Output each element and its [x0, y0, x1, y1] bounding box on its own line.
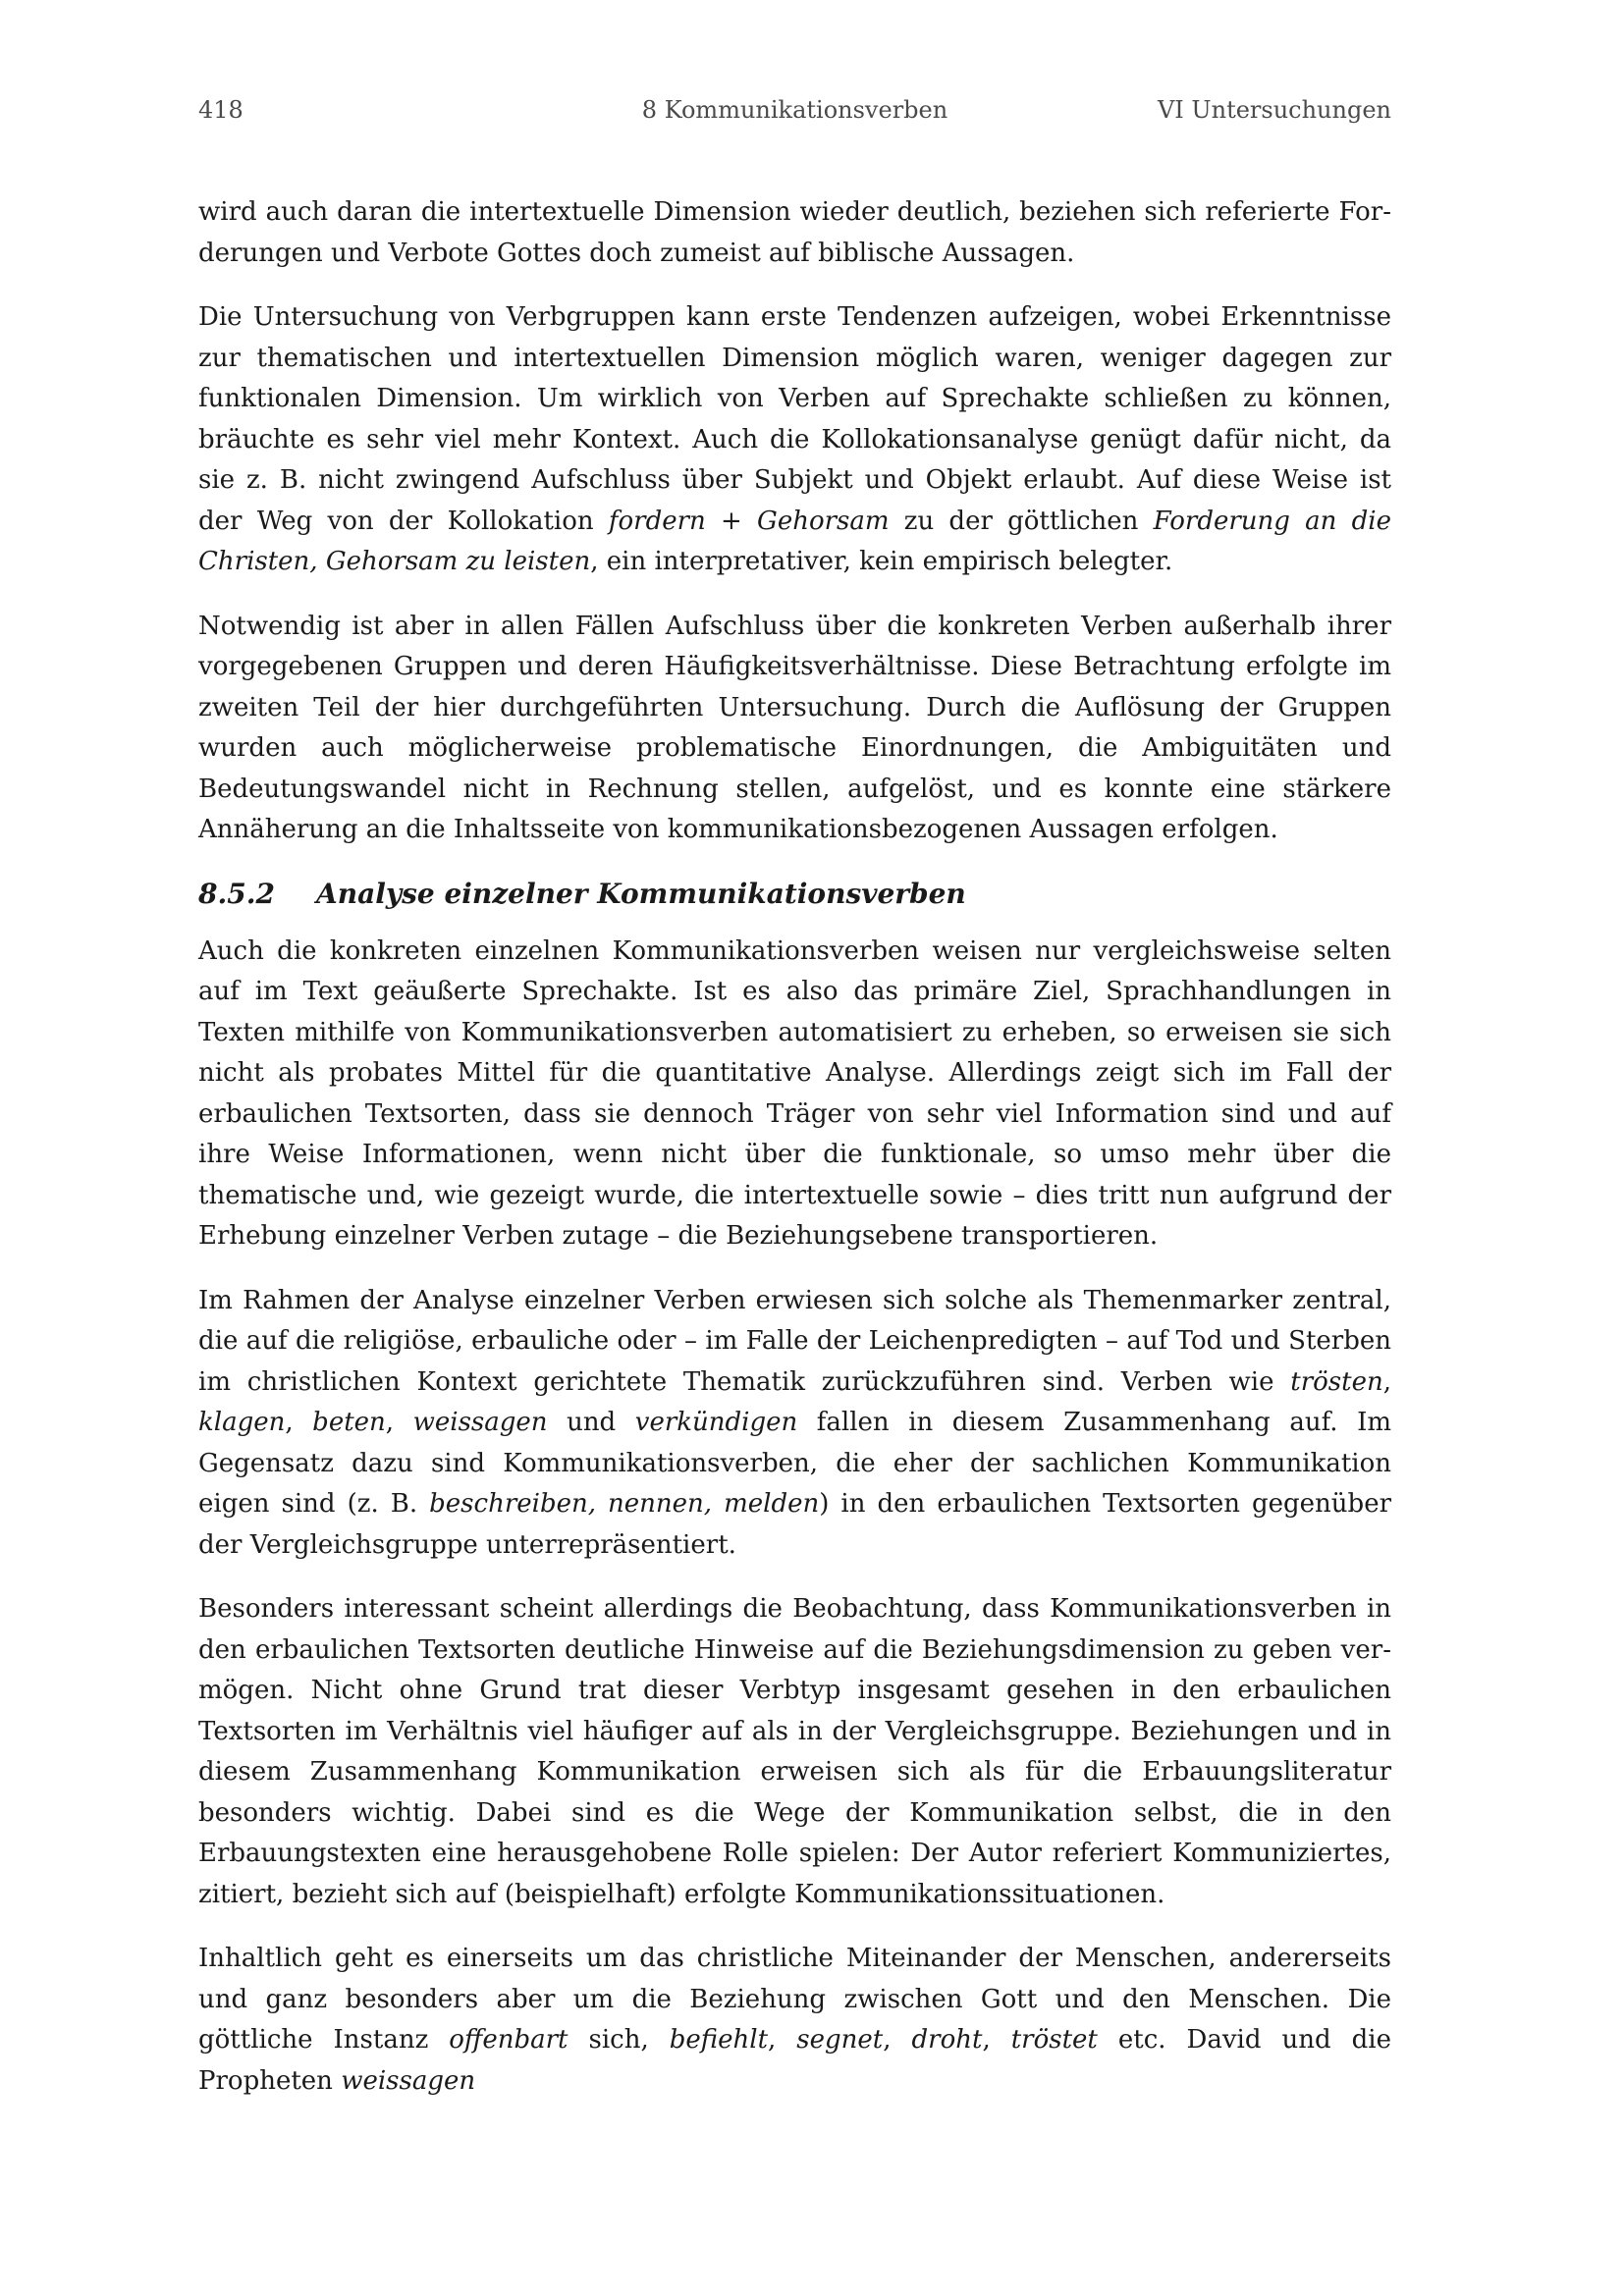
- text-run: wird auch daran die intertextuelle Dimension wieder deutlich, beziehen sich referierte Forderungen und Verbote Gottes doch zumeist auf biblische Aussagen.: [198, 197, 1391, 268]
- running-head: [198, 96, 1391, 132]
- page-number: 418: [198, 96, 244, 124]
- text-run: etc. David und die Propheten: [198, 2025, 1391, 2096]
- italic-term: trösten: [1290, 1366, 1383, 1397]
- italic-term: Forderung an die Christen, Gehorsam zu leisten: [198, 506, 1391, 576]
- text-run: ,: [285, 1408, 313, 1437]
- text-run: Die Untersuchung von Verbgruppen kann erste Tendenzen aufzeigen, wobei Erkenntnisse zur thematischen und intertextuellen Dimension möglich waren, weniger dagegen zur funktionalen Dimension. Um wirklich von Verben auf Sprechakte schließen zu können, bräuchte es sehr viel mehr Kontext. Auch die Kollokationsanalyse genügt dafür nicht, da sie z. B. nicht zwingend Aufschluss über Subjekt und Objekt erlaubt. Auf diese Weise ist der Weg von der Kollokation: [198, 302, 1391, 536]
- text-run: Notwendig ist aber in allen Fällen Aufschluss über die konkreten Verben außerhalb ihrer vorgegebenen Gruppen und deren Häufigkeitsverhältnisse. Diese Betrachtung erfolgte im zweiten Teil der hier durchgeführten Untersuchung. Durch die Auflösung der Gruppen wurden auch möglicherweise problematische Einordnungen, die Ambiguitäten und Bedeutungswandel nicht in Rechnung stellen, aufgelöst, und es konnte eine stärkere Annäherung an die Inhaltsseite von kommunikationsbezogenen Aussagen erfolgen.: [198, 611, 1391, 844]
- italic-term: fordern: [608, 506, 706, 536]
- text-run: und: [547, 1408, 635, 1437]
- paragraph: [198, 192, 1391, 274]
- italic-term: weissagen: [341, 2065, 476, 2096]
- text-run: ,: [768, 2025, 797, 2055]
- italic-term: beschreiben, nennen, melden: [429, 1489, 820, 1519]
- text-run: ,: [982, 2025, 1011, 2055]
- text-run: Inhaltlich geht es einerseits um das christliche Miteinander der Menschen, andererseits und ganz besonders aber um die Beziehung zwischen Gott und den Menschen. Die göttliche Instanz: [198, 1944, 1391, 2055]
- italic-term: verkündigen: [634, 1408, 798, 1437]
- section-title: Analyse einzelner Kommunikationsverben: [316, 877, 966, 910]
- text-run: Besonders interessant scheint allerdings die Beobachtung, dass Kommunikationsverben in den erbaulichen Textsorten deutliche Hinweise auf die Beziehungsdimension zu geben vermögen. Nicht ohne Grund trat dieser Verbtyp insgesamt gesehen in den erbaulichen Textsorten im Verhältnis viel häufiger auf als in der Vergleichsgruppe. Beziehungen und in diesem Zusammenhang Kommunikation erweisen sich als für die Erbauungsliteratur besonders wichtig. Dabei sind es die Wege der Kommunikation selbst, die in den Erbauungstexten eine herausgehobene Rolle spielen: Der Autor referiert Kommuniziertes, zitiert, bezieht sich auf (beispielhaft) erfolgte Kommunikationssituationen.: [198, 1594, 1391, 1909]
- paragraph: [198, 607, 1391, 851]
- paragraph: [198, 297, 1391, 583]
- paragraph: [198, 1281, 1391, 1567]
- section-heading: [198, 875, 1391, 914]
- text-run: ,: [1382, 1366, 1391, 1397]
- text-run: ,: [883, 2025, 912, 2055]
- italic-term: befiehlt: [669, 2025, 769, 2055]
- text-run: ) in den erbaulichen Textsorten gegenüber der Vergleichsgruppe unterrepräsentiert.: [198, 1489, 1392, 1560]
- italic-term: tröstet: [1010, 2025, 1098, 2055]
- italic-term: weissagen: [412, 1408, 548, 1437]
- text-run: , ein interpretativer, kein empirisch belegter.: [590, 547, 1173, 576]
- text-run: Auch die konkreten einzelnen Kommunikationsverben weisen nur vergleichsweise selten auf im Text geäußerte Sprechakte. Ist es also das primäre Ziel, Sprachhandlungen in Texten mithilfe von Kommunikationsverben automatisiert zu erheben, so erweisen sie sich nicht als probates Mittel für die quantitative Analyse. Allerdings zeigt sich im Fall der erbaulichen Textsorten, dass sie dennoch Träger von sehr viel Information sind und auf ihre Weise Informationen, wenn nicht über die funktionale, so umso mehr über die thematische und, wie gezeigt wurde, die intertextuelle sowie – dies tritt nun aufgrund der Erhebung einzelner Verben zutage – die Beziehungsebene transportieren.: [198, 935, 1391, 1251]
- section-number: 8.5.2: [198, 877, 275, 910]
- chapter-title: 8 Kommunikationsverben: [641, 96, 948, 124]
- italic-term: droht: [911, 2025, 983, 2055]
- text-run: +: [705, 506, 758, 536]
- italic-term: segnet: [796, 2025, 884, 2055]
- part-title: VI Untersuchungen: [1157, 96, 1391, 124]
- text-run: fallen in diesem Zusammenhang auf. Im Gegensatz dazu sind Kommunikationsverben, die eher der sachlichen Kommunikation eigen sind (z. B.: [198, 1408, 1392, 1519]
- paragraph: [198, 1589, 1391, 1915]
- body-text: [198, 192, 1391, 2125]
- text-run: ,: [385, 1408, 413, 1437]
- text-run: Im Rahmen der Analyse einzelner Verben erwiesen sich solche als Themenmarker zentral, die auf die religiöse, erbauliche oder – im Falle der Leichenpredigten – auf Tod und Sterben im christlichen Kontext gerichtete Thematik zurückzuführen sind. Verben wie: [198, 1285, 1391, 1397]
- paragraph: [198, 1939, 1391, 2102]
- paragraph: [198, 932, 1391, 1257]
- text-run: zu der göttlichen: [889, 506, 1154, 536]
- italic-term: Gehorsam: [757, 506, 890, 536]
- text-run: sich,: [568, 2025, 670, 2055]
- italic-term: offenbart: [449, 2025, 568, 2055]
- italic-term: klagen: [198, 1408, 286, 1437]
- italic-term: beten: [312, 1408, 386, 1437]
